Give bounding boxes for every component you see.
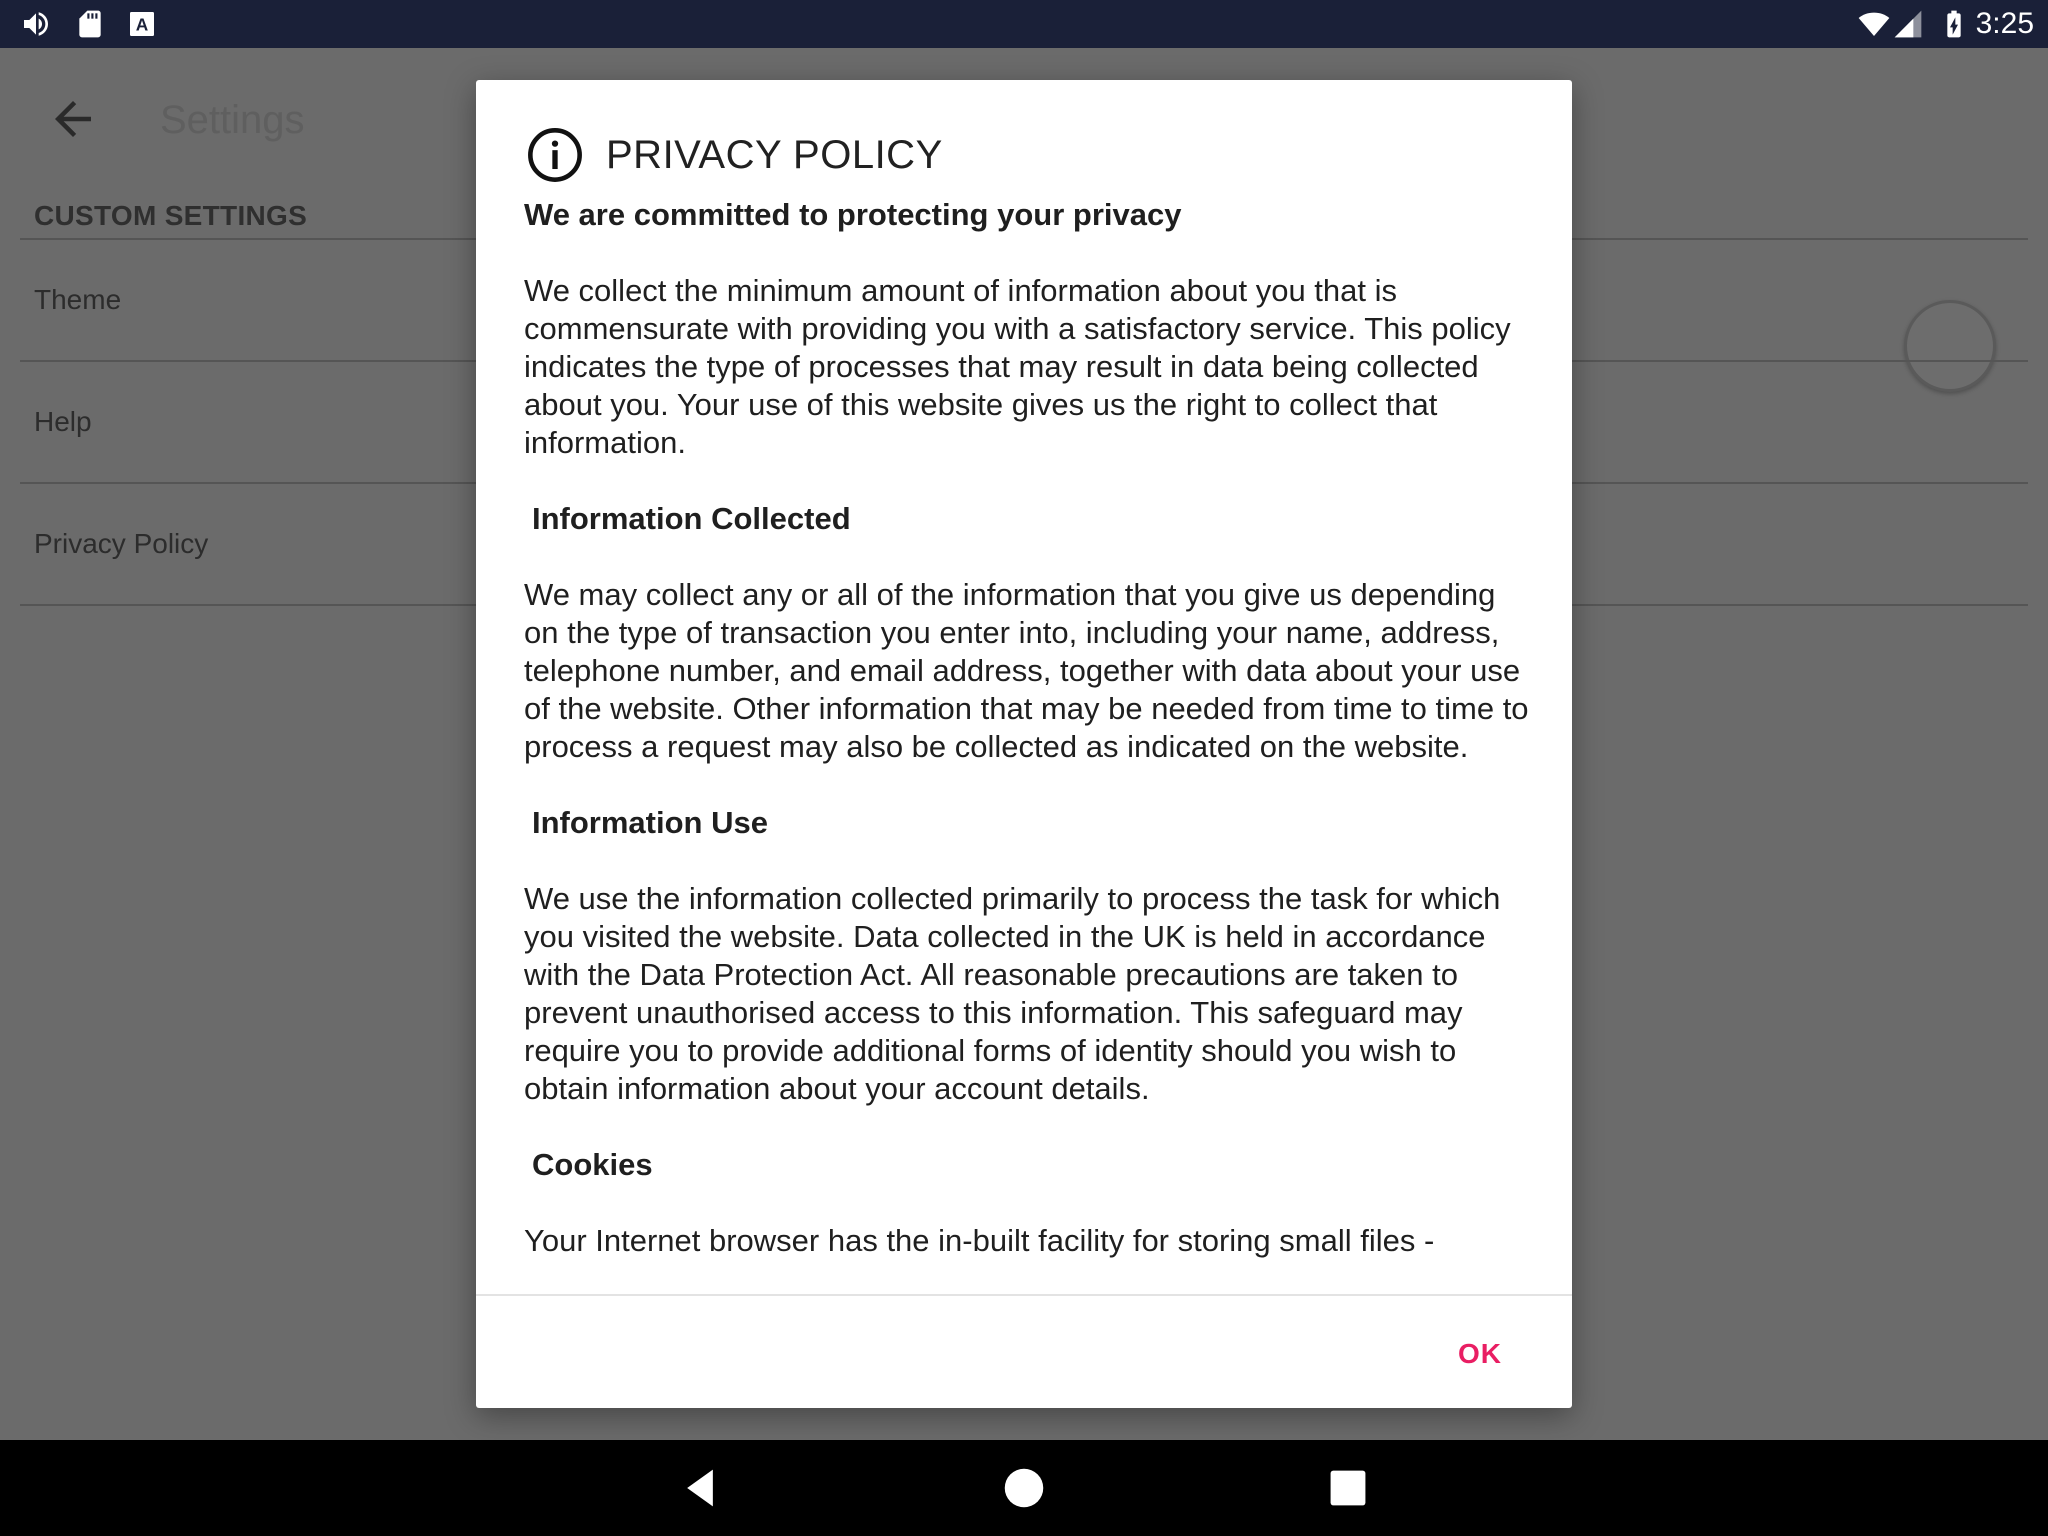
- navigation-bar: [0, 1440, 2048, 1536]
- wifi-icon: [1858, 8, 1890, 40]
- section-header: CUSTOM SETTINGS: [34, 200, 308, 231]
- policy-heading: We are committed to protecting your privacy: [524, 197, 1182, 232]
- dialog-header: [526, 120, 943, 190]
- setting-item-theme[interactable]: Theme: [34, 284, 122, 315]
- section-body: We use the information collected primarily to process the task for which you visited the website. Data collected in the UK is held in accordance with the Data Protection Act. All reasonable precautions are taken to prevent unauthorised access to this information. This safeguard may require you to provide additional forms of identity should you wish to obtain information about your account details.: [524, 881, 1501, 1106]
- section-title: Information Use: [532, 805, 768, 840]
- app-title: Settings: [160, 98, 305, 142]
- recents-nav-icon[interactable]: [1326, 1466, 1370, 1510]
- dialog-divider: [476, 1294, 1572, 1296]
- setting-item-help[interactable]: Help: [34, 406, 92, 437]
- dialog-title: PRIVACY POLICY: [606, 132, 943, 177]
- status-bar: [0, 0, 2048, 48]
- dialog-scroll-content[interactable]: [524, 196, 1534, 1294]
- section-title: Cookies: [532, 1147, 653, 1182]
- privacy-policy-dialog: [476, 80, 1572, 1408]
- back-arrow-icon[interactable]: [46, 92, 100, 146]
- section-body: We may collect any or all of the information that you give us depending on the type of transaction you enter into, including your name, address, telephone number, and email address, together with data about your use of the website. Other information that may be needed from time to time to process a request may also be collected as indicated on the website.: [524, 577, 1529, 764]
- battery-charging-icon: [1938, 8, 1970, 40]
- setting-item-privacy-policy[interactable]: Privacy Policy: [34, 528, 209, 559]
- svg-text:A: A: [135, 14, 149, 35]
- back-nav-icon[interactable]: [678, 1466, 722, 1510]
- section-title: Information Collected: [532, 501, 851, 536]
- a-notification-icon: [126, 8, 158, 40]
- signal-icon: [1892, 8, 1924, 40]
- clock: 3:25: [1975, 7, 2034, 40]
- sd-card-icon: [74, 8, 106, 40]
- volume-icon: [20, 8, 52, 40]
- ok-button[interactable]: OK: [1458, 1338, 1502, 1369]
- info-icon: [526, 126, 584, 184]
- policy-intro: We collect the minimum amount of information about you that is commensurate with providing you with a satisfactory service. This policy indicates the type of processes that may result in data being collected about you. Your use of this website gives us the right to collect that information.: [524, 273, 1511, 460]
- theme-toggle[interactable]: [1904, 300, 1996, 392]
- home-nav-icon[interactable]: [1002, 1466, 1046, 1510]
- section-body: Your Internet browser has the in-built facility for storing small files -: [524, 1223, 1435, 1258]
